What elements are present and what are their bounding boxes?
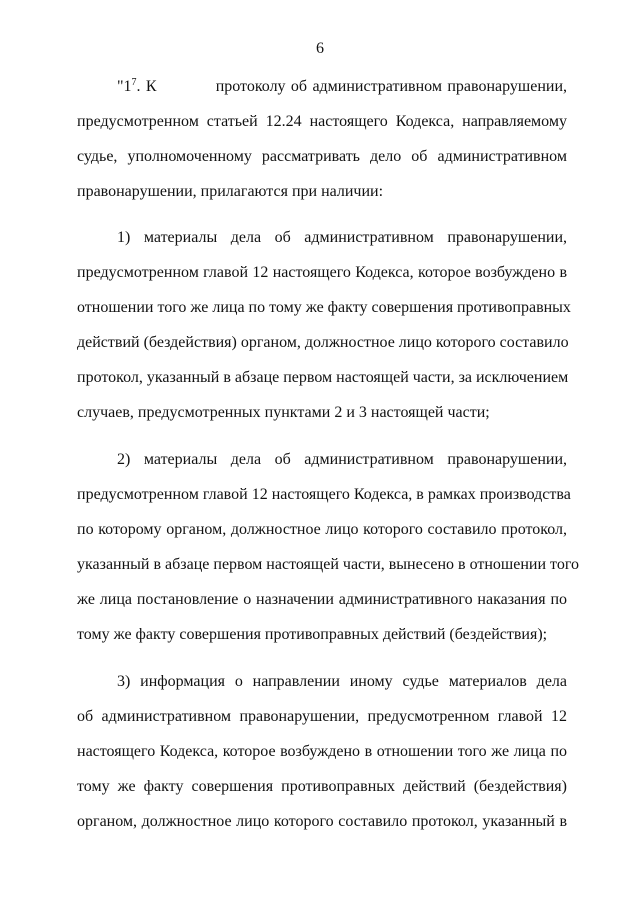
intro-superscript: 7 — [131, 77, 137, 88]
item-2-line-4: указанный в абзаце первом настоящей части, вынесено в отношении того — [77, 556, 579, 573]
item-3-paragraph — [77, 673, 567, 831]
item-3-line-3: настоящего Кодекса, которое возбуждено в отношении того же лица по — [77, 743, 567, 760]
item-3-line-1: 3) информация о направлении иному судье материалов дела — [117, 673, 567, 690]
item-2-line-3: по которому органом, должностное лицо которого составило протокол, — [77, 521, 567, 538]
item-2-line-2: предусмотренном главой 12 настоящего Кодекса, в рамках производства — [77, 486, 571, 503]
page-number: 6 — [316, 40, 324, 57]
intro-quote-number: "1 — [117, 78, 132, 95]
item-1-line-4: действий (бездействия) органом, должностное лицо которого составило — [77, 334, 569, 351]
item-1-line-1: 1) материалы дела об административном правонарушении, — [117, 229, 567, 246]
item-2-paragraph — [77, 451, 579, 644]
item-1-paragraph — [77, 229, 571, 422]
item-3-line-4: тому же факту совершения противоправных действий (бездействия) — [77, 778, 567, 795]
item-2-line-1: 2) материалы дела об административном правонарушении, — [117, 451, 567, 468]
document-body — [77, 77, 579, 831]
item-1-line-5: протокол, указанный в абзаце первом настоящей части, за исключением — [77, 369, 569, 386]
item-2-line-6: тому же факту совершения противоправных действий (бездействия); — [77, 626, 548, 643]
intro-line-3: судье, уполномоченному рассматривать дело об административном — [77, 148, 567, 165]
intro-line-1 — [77, 78, 567, 96]
intro-line-4: правонарушении, прилагаются при наличии: — [77, 183, 384, 200]
intro-line-2: предусмотренном статьей 12.24 настоящего Кодекса, направляемому — [77, 113, 567, 130]
intro-lead: . К — [136, 78, 157, 95]
intro-line-1-rest: протоколу об административном правонарушении, — [215, 78, 568, 95]
item-1-line-2: предусмотренном главой 12 настоящего Кодекса, которое возбуждено в — [77, 264, 567, 281]
item-1-line-6: случаев, предусмотренных пунктами 2 и 3 настоящей части; — [77, 404, 490, 421]
intro-paragraph — [77, 78, 567, 201]
item-3-line-5: органом, должностное лицо которого составило протокол, указанный в — [77, 813, 567, 830]
item-2-line-5: же лица постановление о назначении административного наказания по — [77, 591, 567, 608]
item-1-line-3: отношении того же лица по тому же факту совершения противоправных — [77, 299, 571, 316]
item-3-line-2: об административном правонарушении, предусмотренном главой 12 — [77, 708, 567, 725]
